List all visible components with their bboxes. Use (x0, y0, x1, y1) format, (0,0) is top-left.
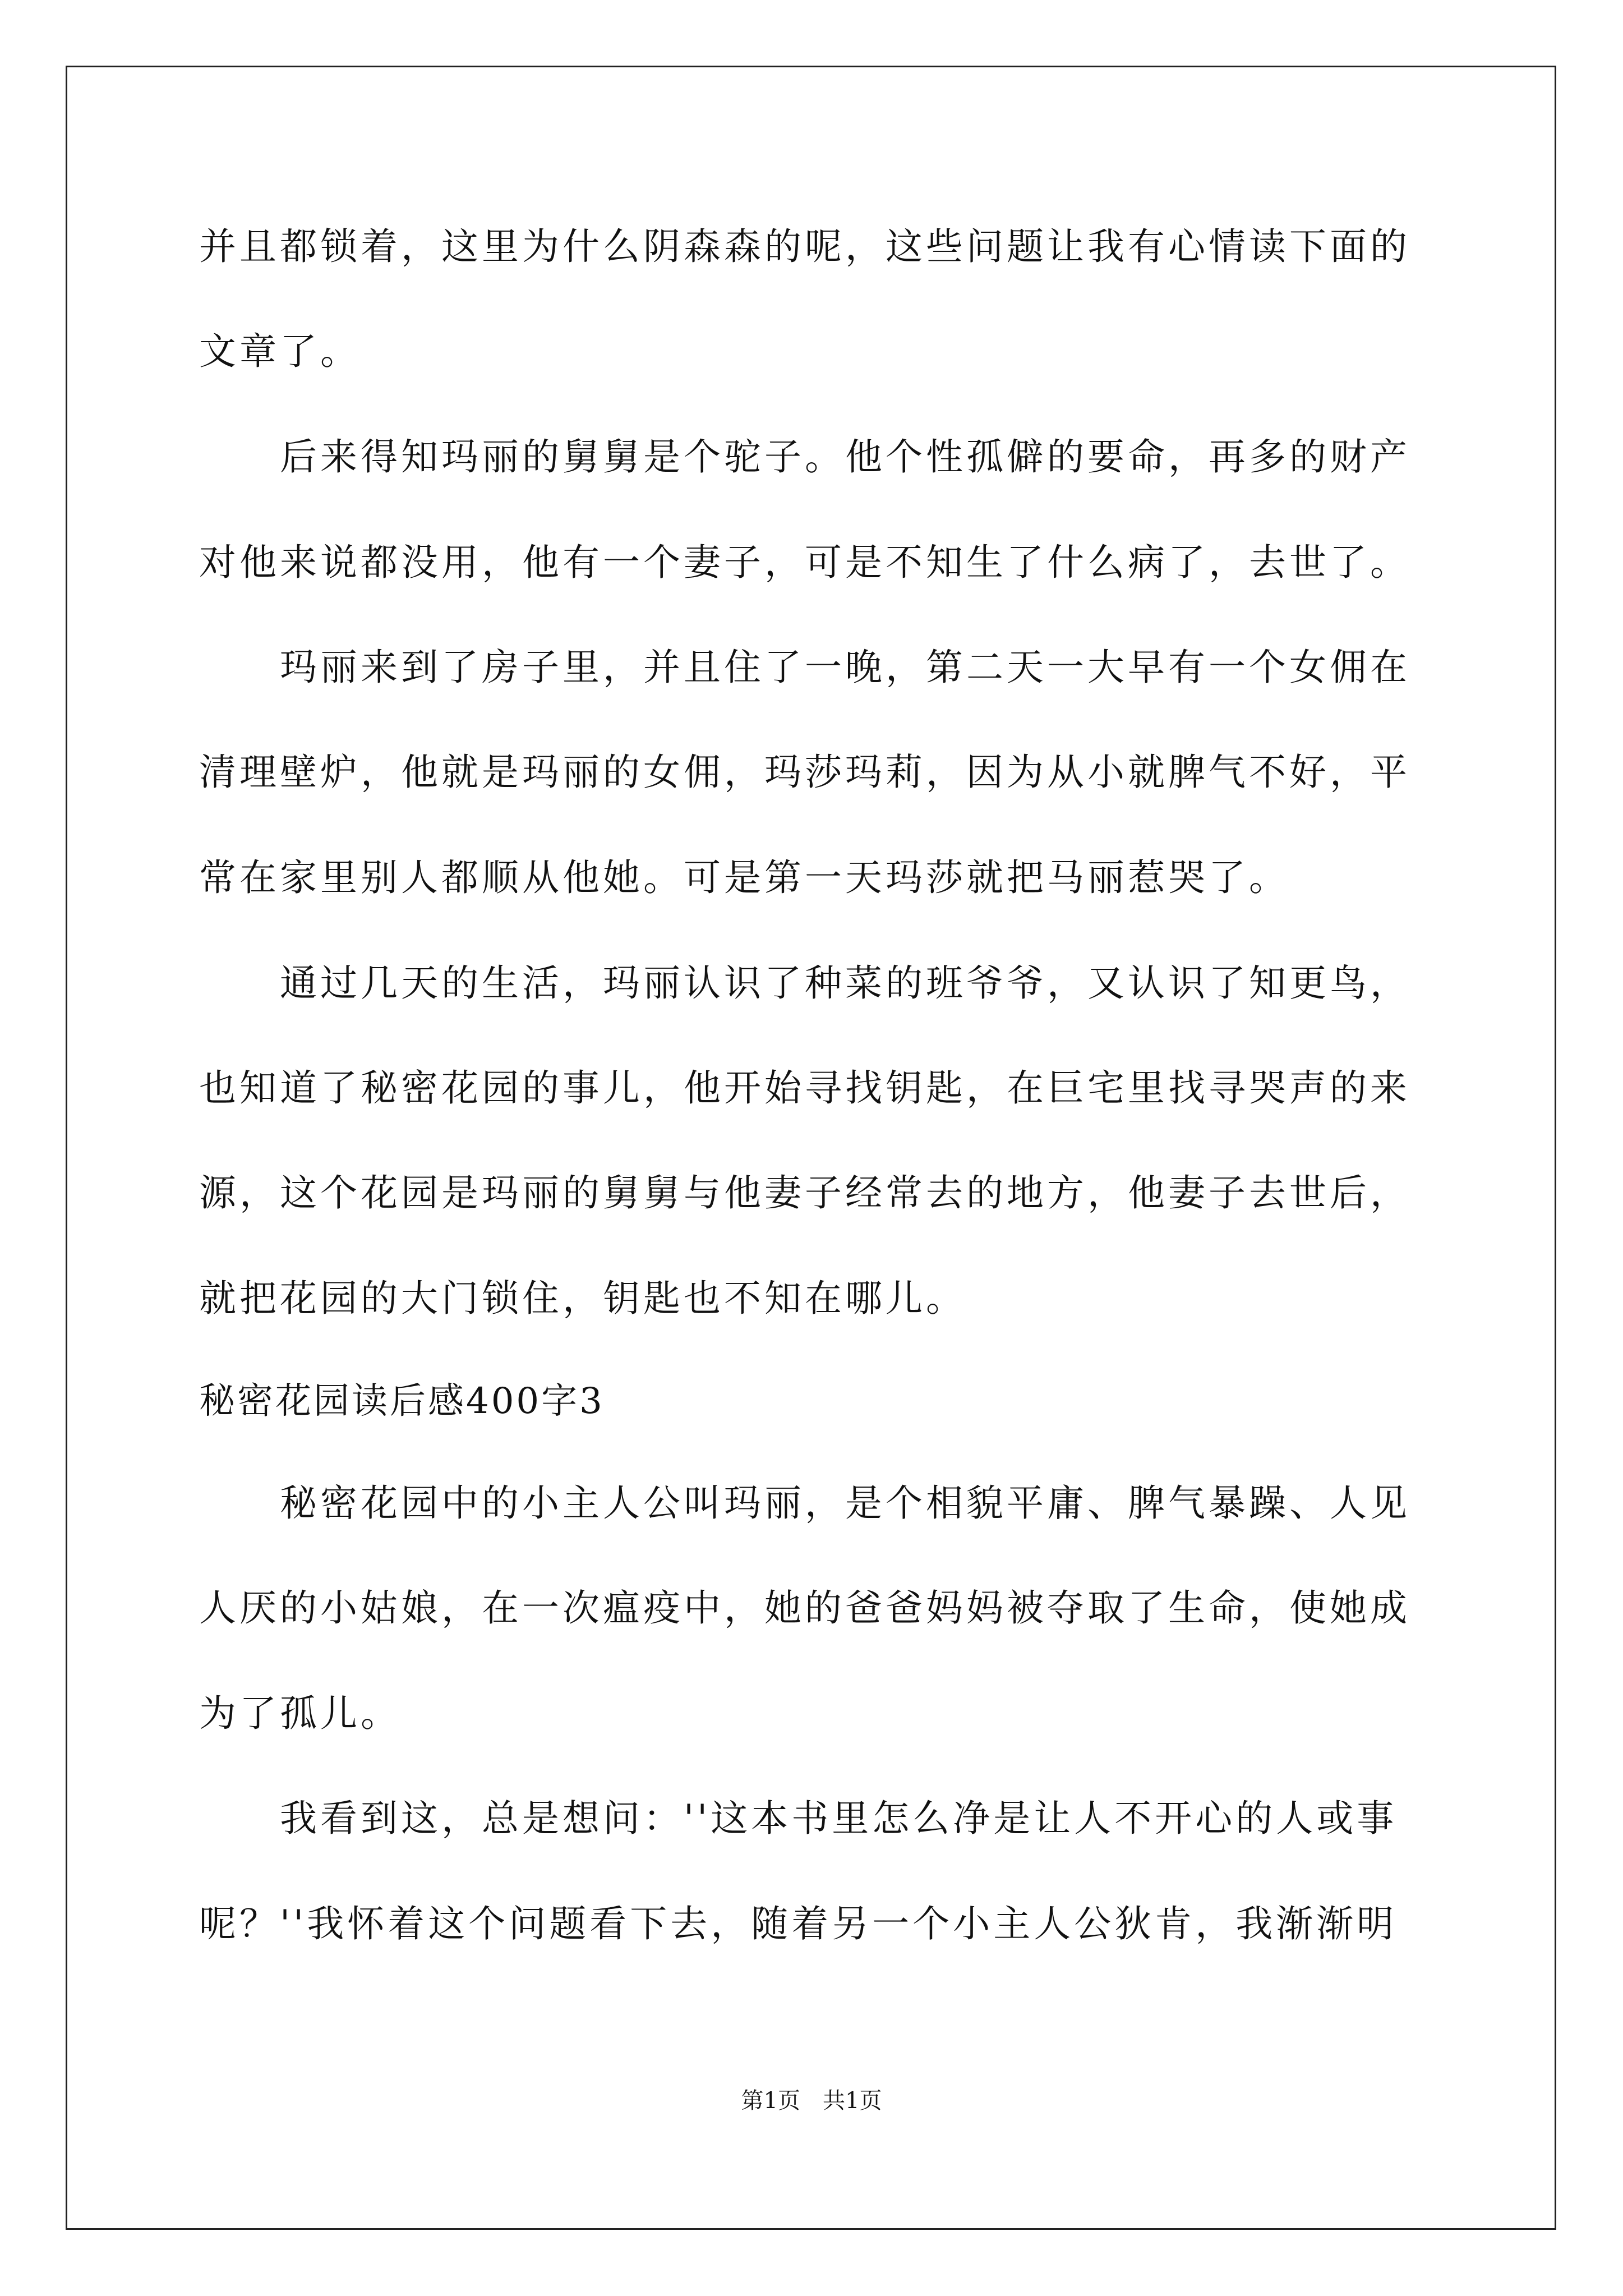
text-line: 我看到这，总是想问：''这本书里怎么净是让人不开心的人或事 (199, 1797, 1398, 1840)
text-line: 对他来说都没用，他有一个妻子，可是不知生了什么病了，去世了。 (199, 541, 1410, 584)
text-line: 也知道了秘密花园的事儿，他开始寻找钥匙，在巨宅里找寻哭声的来 (199, 1066, 1410, 1110)
text-line: 呢？''我怀着这个问题看下去，随着另一个小主人公狄肯，我渐渐明 (199, 1902, 1398, 1945)
text-line: 为了孤儿。 (199, 1692, 401, 1735)
page-footer: 第1页 共1页 (741, 2088, 882, 2114)
text-line: 清理壁炉，他就是玛丽的女佣，玛莎玛莉，因为从小就脾气不好，平 (199, 751, 1410, 794)
text-line: 就把花园的大门锁住，钥匙也不知在哪儿。 (199, 1277, 966, 1320)
text-line: 玛丽来到了房子里，并且住了一晚，第二天一大早有一个女佣在 (199, 646, 1410, 689)
text-line: 源，这个花园是玛丽的舅舅与他妻子经常去的地方，他妻子去世后， (199, 1171, 1410, 1214)
text-line: 文章了。 (199, 330, 361, 373)
text-line: 后来得知玛丽的舅舅是个驼子。他个性孤僻的要命，再多的财产 (199, 435, 1410, 478)
text-line: 人厌的小姑娘，在一次瘟疫中，她的爸爸妈妈被夺取了生命，使她成 (199, 1586, 1410, 1630)
text-line: 并且都锁着，这里为什么阴森森的呢，这些问题让我有心情读下面的 (199, 225, 1410, 268)
text-line: 通过几天的生活，玛丽认识了种菜的班爷爷，又认识了知更鸟， (199, 961, 1410, 1005)
text-line: 常在家里别人都顺从他她。可是第一天玛莎就把马丽惹哭了。 (199, 856, 1289, 899)
text-line: 秘密花园中的小主人公叫玛丽，是个相貌平庸、脾气暴躁、人见 (199, 1481, 1410, 1525)
section-heading: 秘密花园读后感400字3 (199, 1381, 605, 1422)
